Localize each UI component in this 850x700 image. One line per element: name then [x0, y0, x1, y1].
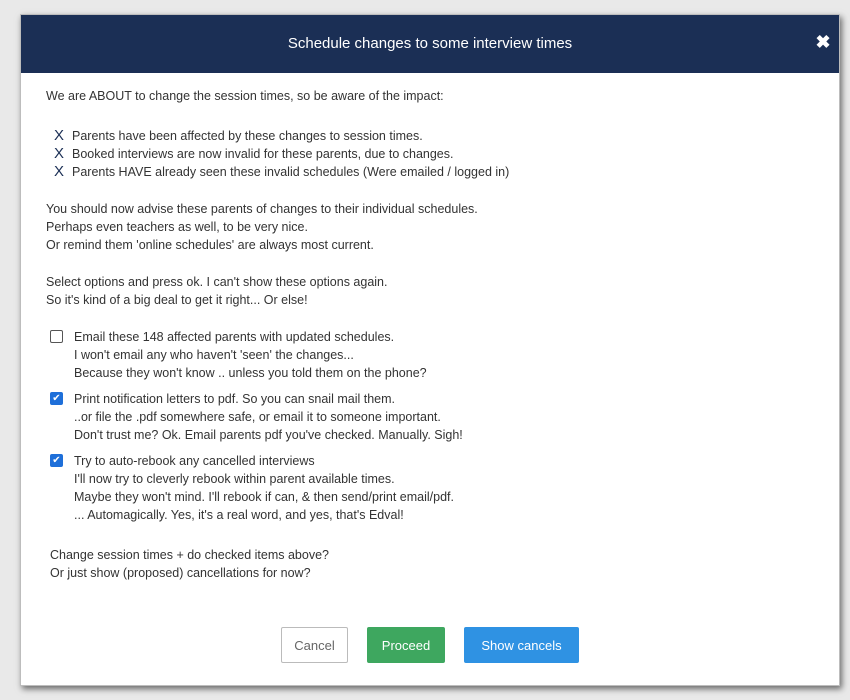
print-letters-checkbox[interactable]: ✔: [50, 392, 63, 405]
button-row: [21, 627, 839, 663]
email-parents-checkbox[interactable]: [50, 330, 63, 343]
impact-item: [54, 163, 819, 181]
close-icon[interactable]: ✖: [815, 32, 831, 52]
dialog-titlebar: [21, 15, 839, 73]
select-line: So it's kind of a big deal to get it right... Or else!: [46, 293, 308, 307]
auto-rebook-checkbox[interactable]: ✔: [50, 454, 63, 467]
select-instructions: [46, 273, 819, 309]
impact-text: Parents HAVE already seen these invalid schedules (Were emailed / logged in): [72, 165, 510, 179]
question-line: Or just show (proposed) cancellations for now?: [50, 566, 311, 580]
schedule-changes-dialog: [20, 14, 840, 686]
proceed-button[interactable]: Proceed: [367, 627, 445, 663]
option-line: I'll now try to cleverly rebook within parent available times.: [74, 472, 395, 486]
intro-text: We are ABOUT to change the session times, so be aware of the impact:: [46, 89, 444, 103]
confirm-question: [46, 546, 819, 582]
option-text: [74, 328, 427, 382]
option-line: Because they won't know .. unless you told them on the phone?: [74, 366, 427, 380]
advise-line: Or remind them 'online schedules' are always most current.: [46, 238, 374, 252]
dialog-title: Schedule changes to some interview times: [287, 35, 573, 52]
question-line: Change session times + do checked items above?: [50, 548, 329, 562]
option-text: [74, 390, 463, 444]
option-line: Try to auto-rebook any cancelled interviews: [74, 454, 315, 468]
option-line: Email these 148 affected parents with updated schedules.: [74, 330, 395, 344]
dialog-body: [46, 87, 819, 582]
show-cancels-button[interactable]: Show cancels: [464, 627, 579, 663]
cancel-button[interactable]: Cancel: [281, 627, 348, 663]
option-line: Print notification letters to pdf. So you can snail mail them.: [74, 392, 395, 406]
option-line: Maybe they won't mind. I'll rebook if can, & then send/print email/pdf.: [74, 490, 454, 504]
option-line: I won't email any who haven't 'seen' the changes...: [74, 348, 354, 362]
advise-line: Perhaps even teachers as well, to be very nice.: [46, 220, 308, 234]
option-line: Don't trust me? Ok. Email parents pdf you've checked. Manually. Sigh!: [74, 428, 463, 442]
advise-line: You should now advise these parents of changes to their individual schedules.: [46, 202, 478, 216]
x-icon: X: [54, 145, 65, 162]
impact-list: [46, 127, 819, 181]
option-print-letters: [50, 390, 819, 444]
advise-text: [46, 200, 819, 254]
option-email-parents: [50, 328, 819, 382]
impact-item: [54, 145, 819, 163]
option-line: ... Automagically. Yes, it's a real word, and yes, that's Edval!: [74, 508, 404, 522]
x-icon: X: [54, 163, 65, 180]
impact-item: [54, 127, 819, 145]
select-line: Select options and press ok. I can't show these options again.: [46, 275, 388, 289]
impact-text: Parents have been affected by these changes to session times.: [72, 129, 423, 143]
option-auto-rebook: [50, 452, 819, 524]
options-list: [46, 328, 819, 524]
impact-text: Booked interviews are now invalid for these parents, due to changes.: [72, 147, 454, 161]
option-text: [74, 452, 454, 524]
option-line: ..or file the .pdf somewhere safe, or email it to someone important.: [74, 410, 441, 424]
x-icon: X: [54, 127, 65, 144]
